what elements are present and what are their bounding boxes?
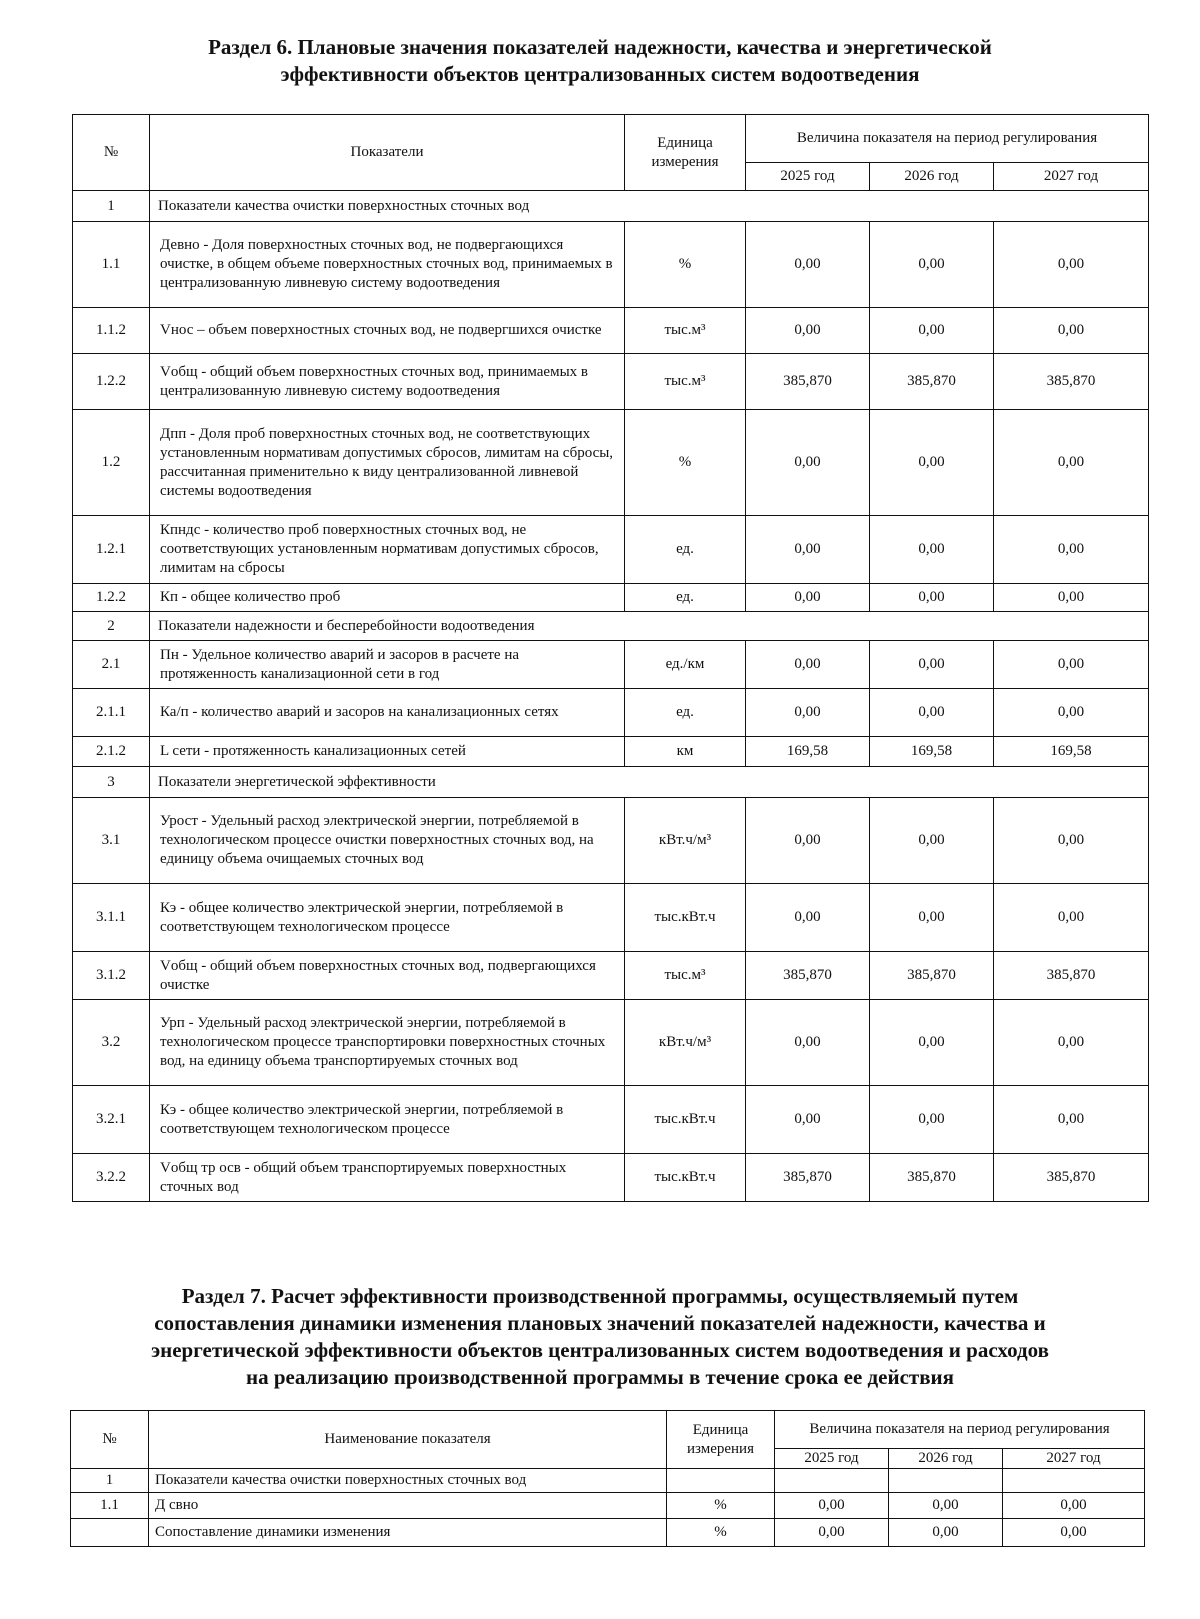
row-number: 2.1 <box>73 641 150 689</box>
row-value-2025: 169,58 <box>746 737 870 767</box>
header-indicator: Показатели <box>150 115 625 191</box>
row-value-2027: 0,00 <box>994 308 1149 354</box>
row-value-2025: 0,00 <box>746 798 870 884</box>
row-value-2027: 0,00 <box>994 516 1149 584</box>
table-row <box>71 1469 1145 1493</box>
row-number: 3.2.1 <box>73 1086 150 1154</box>
row-value-2025: 0,00 <box>775 1519 889 1547</box>
section-7-title-line: сопоставления динамики изменения плановых значений показателей надежности, качества и <box>154 1311 1046 1335</box>
row-unit: ед./км <box>625 641 746 689</box>
row-indicator-name: Кп - общее количество проб <box>150 584 625 612</box>
row-section-name: Показатели надежности и бесперебойности водоотведения <box>150 612 1149 641</box>
table-row <box>73 516 1149 584</box>
row-indicator-name: Vобщ - общий объем поверхностных сточных вод, подвергающихся очистке <box>150 952 625 1000</box>
row-indicator-name: Пн - Удельное количество аварий и засоров в расчете на протяженность канализационной сети в год <box>150 641 625 689</box>
row-value-2025: 385,870 <box>746 1154 870 1202</box>
row-indicator-name: Кэ - общее количество электрической энергии, потребляемой в соответствующем технологическом процессе <box>150 1086 625 1154</box>
row-number: 1.2.1 <box>73 516 150 584</box>
row-unit: тыс.м³ <box>625 354 746 410</box>
row-number <box>71 1519 149 1547</box>
row-number: 1.2.2 <box>73 354 150 410</box>
row-section-name: Показатели качества очистки поверхностных сточных вод <box>150 191 1149 222</box>
row-indicator-name: Ка/п - количество аварий и засоров на канализационных сетях <box>150 689 625 737</box>
section-6-title-line: эффективности объектов централизованных систем водоотведения <box>280 62 920 86</box>
row-number: 1 <box>73 191 150 222</box>
row-indicator-name: Д свно <box>149 1493 667 1519</box>
row-number: 2 <box>73 612 150 641</box>
row-unit: тыс.кВт.ч <box>625 884 746 952</box>
table-row <box>73 737 1149 767</box>
row-value-2026: 0,00 <box>870 222 994 308</box>
row-number: 1.1 <box>73 222 150 308</box>
row-value-2026: 0,00 <box>889 1493 1003 1519</box>
header-year: 2025 год <box>775 1449 889 1469</box>
section-7-title-line: энергетической эффективности объектов централизованных систем водоотведения и расходов <box>151 1338 1049 1362</box>
section-7-table <box>70 1410 1145 1547</box>
section-7-title <box>60 1283 1140 1391</box>
row-value-2026: 0,00 <box>870 584 994 612</box>
row-number: 3.2 <box>73 1000 150 1086</box>
row-value-2026: 0,00 <box>870 410 994 516</box>
row-value-2026: 0,00 <box>870 1000 994 1086</box>
row-number: 1.2.2 <box>73 584 150 612</box>
table-row <box>71 1493 1145 1519</box>
row-value-2027: 385,870 <box>994 952 1149 1000</box>
header-period: Величина показателя на период регулирования <box>775 1411 1145 1449</box>
row-value-2027: 0,00 <box>994 884 1149 952</box>
row-value-2027: 0,00 <box>994 222 1149 308</box>
row-number: 3.1 <box>73 798 150 884</box>
header-year: 2026 год <box>870 163 994 191</box>
row-value-2025: 0,00 <box>746 516 870 584</box>
row-unit: тыс.кВт.ч <box>625 1154 746 1202</box>
row-number: 1.2 <box>73 410 150 516</box>
table-section-row <box>73 767 1149 798</box>
row-indicator-name: Vобщ тр осв - общий объем транспортируемых поверхностных сточных вод <box>150 1154 625 1202</box>
row-indicator-name: Девно - Доля поверхностных сточных вод, не подвергающихся очистке, в общем объеме поверхностных сточных вод, принимаемых в централизованную ливневую систему водоотведения <box>150 222 625 308</box>
row-unit: ед. <box>625 584 746 612</box>
section-6-title <box>60 34 1140 88</box>
row-number: 2.1.1 <box>73 689 150 737</box>
row-value-2025: 0,00 <box>746 689 870 737</box>
row-unit: ед. <box>625 516 746 584</box>
header-year: 2027 год <box>1003 1449 1145 1469</box>
row-unit: тыс.кВт.ч <box>625 1086 746 1154</box>
row-unit: % <box>667 1493 775 1519</box>
row-number: 1.1 <box>71 1493 149 1519</box>
row-value-2027: 0,00 <box>994 410 1149 516</box>
header-period: Величина показателя на период регулирования <box>746 115 1149 163</box>
row-value-2027: 0,00 <box>994 1086 1149 1154</box>
row-value-2026: 0,00 <box>870 798 994 884</box>
row-value-2025: 385,870 <box>746 952 870 1000</box>
row-value-2025: 0,00 <box>746 1000 870 1086</box>
row-unit: тыс.м³ <box>625 952 746 1000</box>
row-value-2026: 385,870 <box>870 952 994 1000</box>
header-no: № <box>73 115 150 191</box>
row-number: 3.2.2 <box>73 1154 150 1202</box>
row-value-2025: 0,00 <box>746 410 870 516</box>
section-7-title-line: на реализацию производственной программы в течение срока ее действия <box>245 1365 955 1389</box>
table-row <box>73 1086 1149 1154</box>
row-number: 1.1.2 <box>73 308 150 354</box>
row-value-2025: 0,00 <box>746 1086 870 1154</box>
section-7-title-line: Раздел 7. Расчет эффективности производственной программы, осуществляемый путем <box>181 1284 1019 1308</box>
header-unit: Единица измерения <box>667 1411 775 1469</box>
row-unit: % <box>667 1519 775 1547</box>
row-indicator-name: L сети - протяженность канализационных сетей <box>150 737 625 767</box>
table-section-row <box>73 612 1149 641</box>
row-unit: тыс.м³ <box>625 308 746 354</box>
row-value-2027: 0,00 <box>994 689 1149 737</box>
table-row <box>73 410 1149 516</box>
row-value-2026 <box>889 1469 1003 1493</box>
table-row <box>73 641 1149 689</box>
row-value-2027: 169,58 <box>994 737 1149 767</box>
table-row <box>71 1519 1145 1547</box>
row-unit: % <box>625 222 746 308</box>
row-unit: ед. <box>625 689 746 737</box>
row-value-2027: 0,00 <box>994 1000 1149 1086</box>
row-number: 3.1.2 <box>73 952 150 1000</box>
row-value-2026: 0,00 <box>889 1519 1003 1547</box>
table-row <box>73 798 1149 884</box>
row-value-2026: 0,00 <box>870 641 994 689</box>
table-row <box>73 952 1149 1000</box>
row-value-2027: 0,00 <box>994 641 1149 689</box>
header-unit: Единица измерения <box>625 115 746 191</box>
header-year: 2025 год <box>746 163 870 191</box>
row-unit: % <box>625 410 746 516</box>
row-value-2026: 169,58 <box>870 737 994 767</box>
row-value-2027: 0,00 <box>994 584 1149 612</box>
row-number: 3.1.1 <box>73 884 150 952</box>
row-value-2027: 385,870 <box>994 354 1149 410</box>
row-value-2025 <box>775 1469 889 1493</box>
row-value-2025: 0,00 <box>746 641 870 689</box>
header-indicator: Наименование показателя <box>149 1411 667 1469</box>
table-row <box>73 222 1149 308</box>
row-value-2027: 385,870 <box>994 1154 1149 1202</box>
row-number: 3 <box>73 767 150 798</box>
row-value-2027: 0,00 <box>1003 1519 1145 1547</box>
row-indicator-name: Кпндс - количество проб поверхностных сточных вод, не соответствующих установленным нормативам допустимых сбросов, лимитам на сбросы <box>150 516 625 584</box>
section-6-title-line: Раздел 6. Плановые значения показателей надежности, качества и энергетической <box>208 35 992 59</box>
row-unit: км <box>625 737 746 767</box>
row-value-2026: 0,00 <box>870 308 994 354</box>
row-indicator-name: Показатели качества очистки поверхностных сточных вод <box>149 1469 667 1493</box>
row-indicator-name: Vобщ - общий объем поверхностных сточных вод, принимаемых в централизованную ливневую систему водоотведения <box>150 354 625 410</box>
row-value-2026: 0,00 <box>870 884 994 952</box>
table-row <box>73 1000 1149 1086</box>
row-unit: кВт.ч/м³ <box>625 798 746 884</box>
row-value-2027 <box>1003 1469 1145 1493</box>
row-value-2026: 0,00 <box>870 516 994 584</box>
row-unit: кВт.ч/м³ <box>625 1000 746 1086</box>
row-value-2027: 0,00 <box>994 798 1149 884</box>
table-row <box>73 354 1149 410</box>
row-section-name: Показатели энергетической эффективности <box>150 767 1149 798</box>
row-value-2026: 0,00 <box>870 689 994 737</box>
section-6-table <box>72 114 1149 1202</box>
table-row <box>73 884 1149 952</box>
header-year: 2027 год <box>994 163 1149 191</box>
row-value-2026: 385,870 <box>870 1154 994 1202</box>
header-no: № <box>71 1411 149 1469</box>
table-row <box>73 689 1149 737</box>
row-number: 1 <box>71 1469 149 1493</box>
row-indicator-name: Vнос – объем поверхностных сточных вод, не подвергшихся очистке <box>150 308 625 354</box>
row-value-2025: 0,00 <box>746 584 870 612</box>
row-value-2026: 385,870 <box>870 354 994 410</box>
row-number: 2.1.2 <box>73 737 150 767</box>
row-value-2025: 0,00 <box>746 222 870 308</box>
row-indicator-name: Урп - Удельный расход электрической энергии, потребляемой в технологическом процессе транспортировки поверхностных сточных вод, на единицу объема транспортируемых сточных вод <box>150 1000 625 1086</box>
table-section-row <box>73 191 1149 222</box>
table-row <box>73 584 1149 612</box>
row-value-2025: 0,00 <box>775 1493 889 1519</box>
row-value-2027: 0,00 <box>1003 1493 1145 1519</box>
row-value-2025: 0,00 <box>746 884 870 952</box>
header-year: 2026 год <box>889 1449 1003 1469</box>
row-value-2025: 0,00 <box>746 308 870 354</box>
table-row <box>73 1154 1149 1202</box>
row-indicator-name: Сопоставление динамики изменения <box>149 1519 667 1547</box>
row-value-2025: 385,870 <box>746 354 870 410</box>
row-indicator-name: Урост - Удельный расход электрической энергии, потребляемой в технологическом процессе очистки поверхностных сточных вод, на единицу объема очищаемых сточных вод <box>150 798 625 884</box>
row-indicator-name: Кэ - общее количество электрической энергии, потребляемой в соответствующем технологическом процессе <box>150 884 625 952</box>
row-indicator-name: Дпп - Доля проб поверхностных сточных вод, не соответствующих установленным нормативам допустимых сбросов, лимитам на сбросы, рассчитанная применительно к виду централизованной ливневой системы водоотведения <box>150 410 625 516</box>
row-value-2026: 0,00 <box>870 1086 994 1154</box>
table-row <box>73 308 1149 354</box>
row-unit <box>667 1469 775 1493</box>
